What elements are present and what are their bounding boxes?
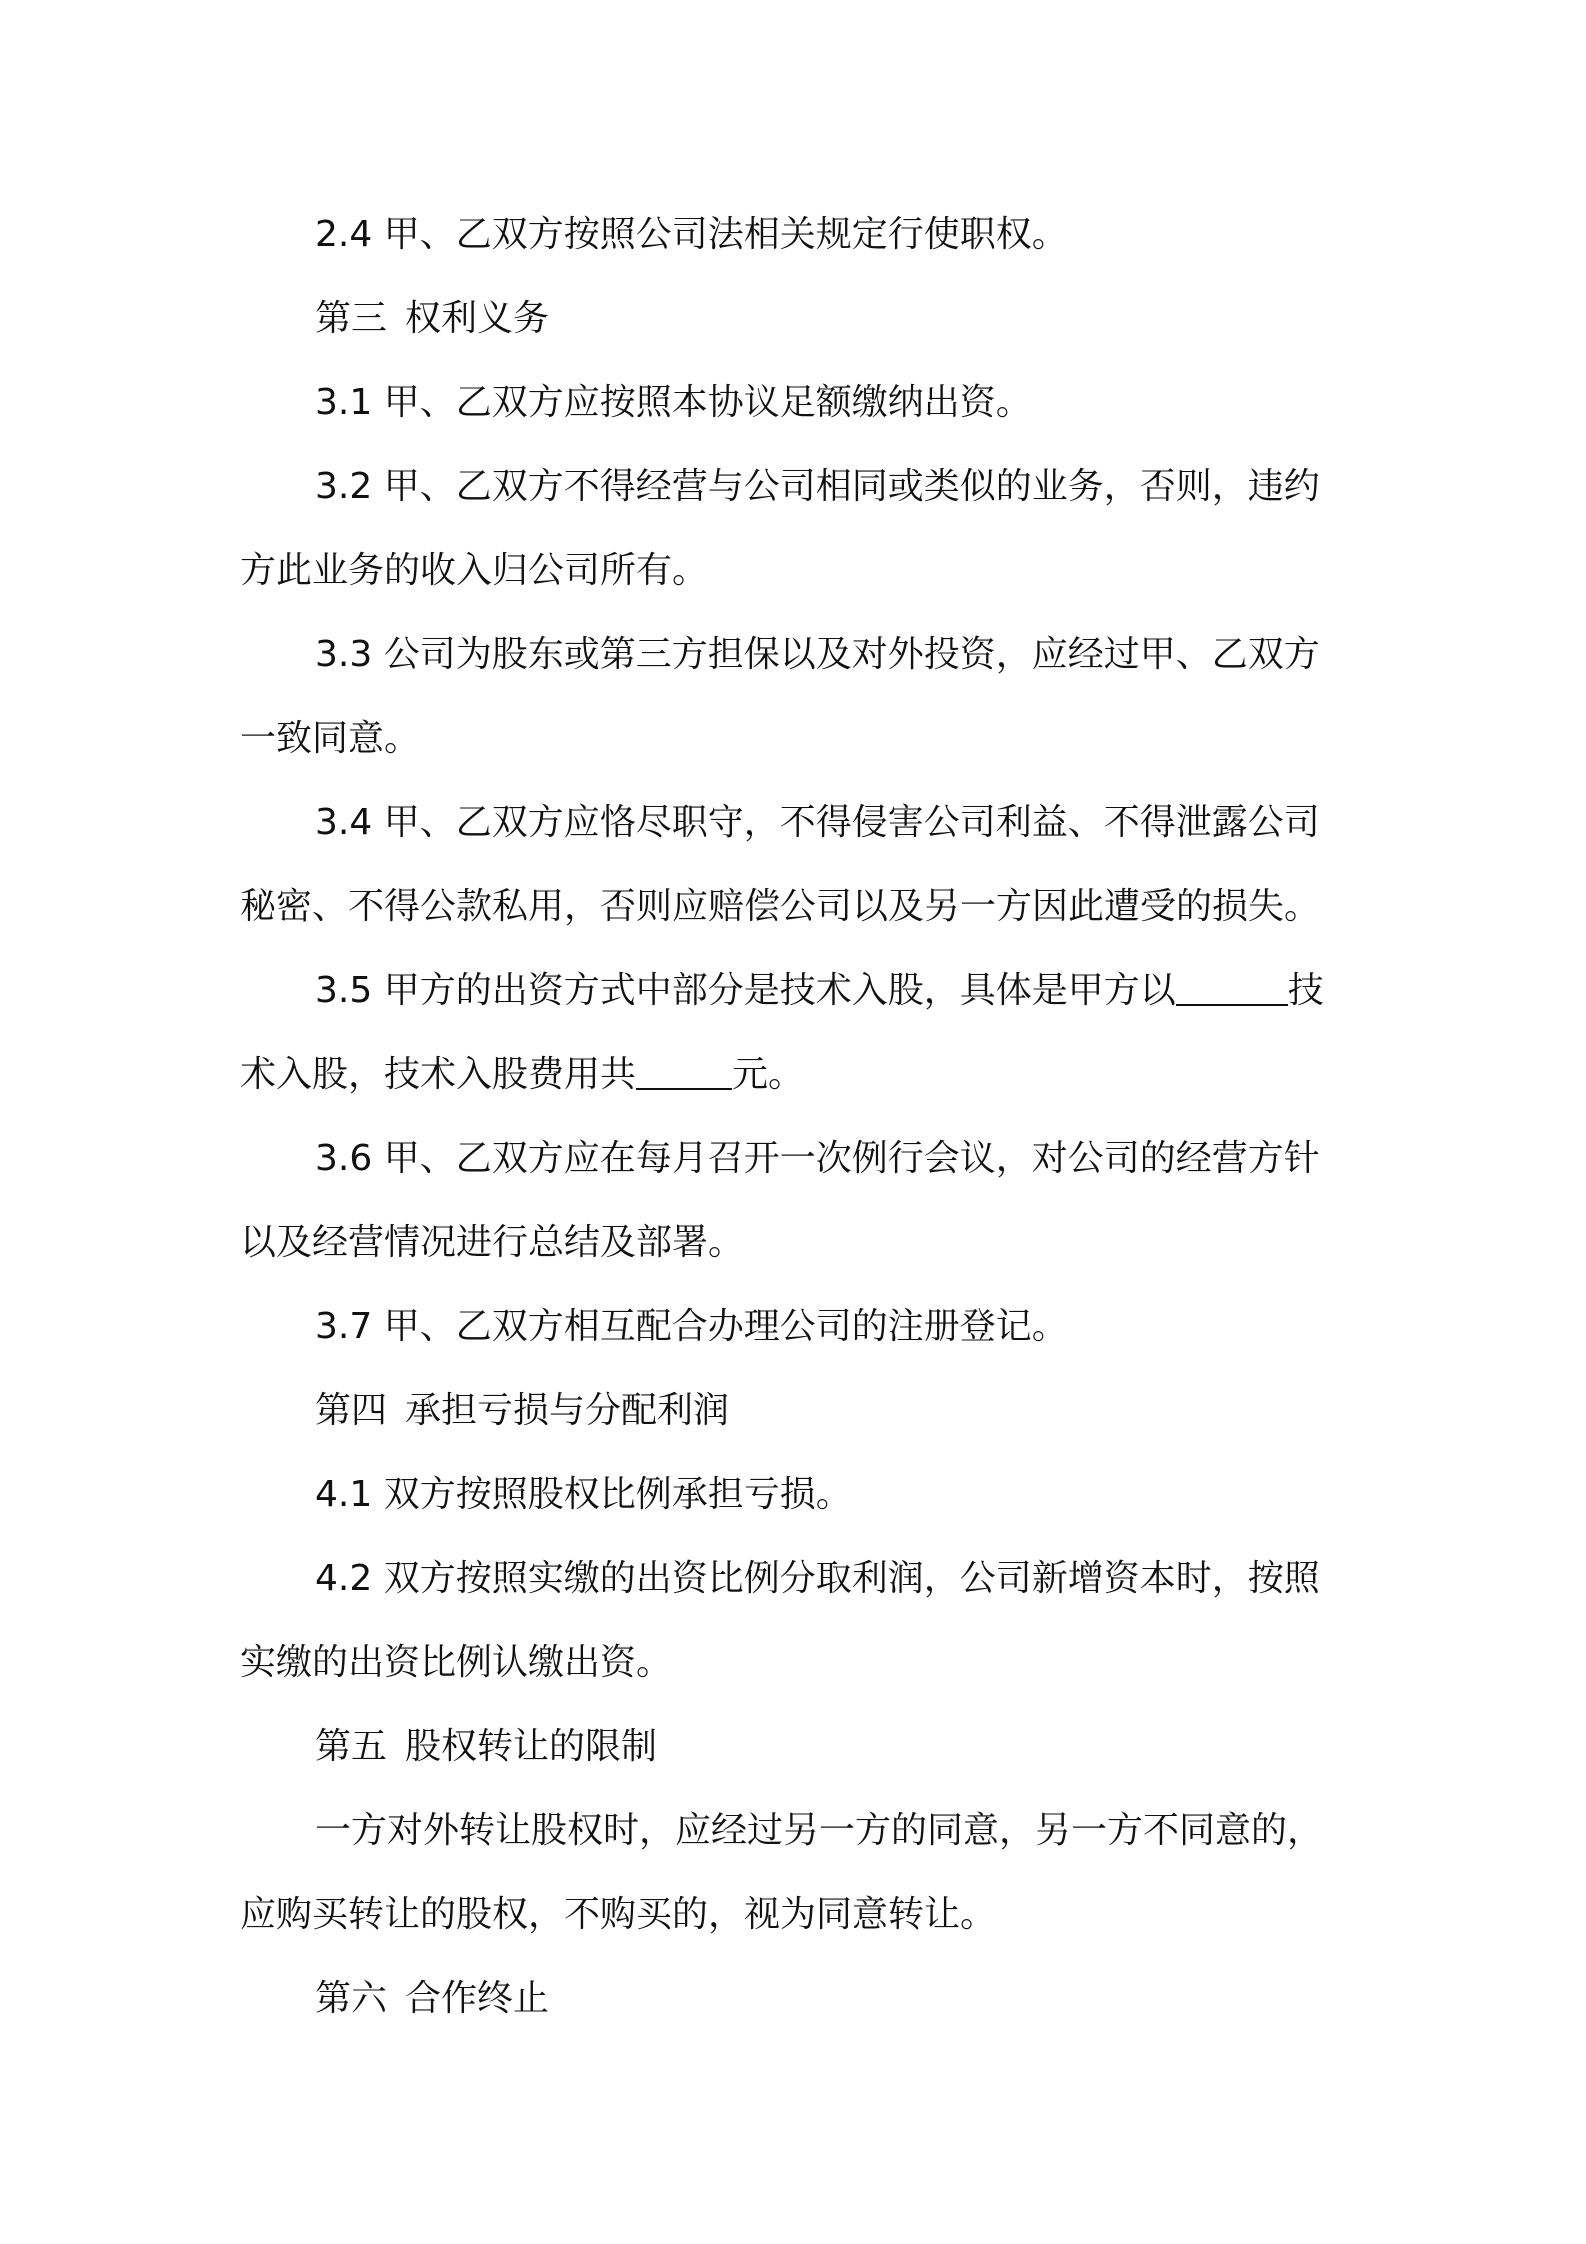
document-body <box>240 193 1360 2041</box>
clause-3-3-line-2: 一致同意。 <box>240 718 421 759</box>
clause-3-5-text-c: 术入股，技术入股费用共 <box>240 1054 637 1095</box>
section-3-title: 权利义务 <box>405 298 550 339</box>
section-4-number: 第四 <box>315 1390 388 1431</box>
clause-3-4-line-1: 3.4 甲、乙双方应恪尽职守，不得侵害公司利益、不得泄露公司 <box>315 802 1320 843</box>
clause-3-4-line-2: 秘密、不得公款私用，否则应赔偿公司以及另一方因此遭受的损失。 <box>240 886 1321 927</box>
clause-4-1: 4.1 双方按照股权比例承担亏损。 <box>315 1474 852 1515</box>
clause-3-5-text-b: 技 <box>1287 970 1324 1011</box>
section-4-title: 承担亏损与分配利润 <box>405 1390 730 1431</box>
section-5-heading <box>240 1705 1360 1789</box>
clause-3-7: 3.7 甲、乙双方相互配合办理公司的注册登记。 <box>315 1306 1068 1347</box>
clause-3-6-line-2: 以及经营情况进行总结及部署。 <box>240 1222 745 1263</box>
section-6-title: 合作终止 <box>405 1978 550 2019</box>
clause-3-2-line-2: 方此业务的收入归公司所有。 <box>240 550 709 591</box>
clause-3-5-text-d: 元。 <box>732 1054 805 1095</box>
clause-3-6-line-1: 3.6 甲、乙双方应在每月召开一次例行会议，对公司的经营方针 <box>315 1138 1320 1179</box>
clause-3-5-line-2 <box>240 1033 1360 1117</box>
section-3-heading <box>240 277 1360 361</box>
section-6-number: 第六 <box>315 1978 388 2019</box>
section-4-heading <box>240 1369 1360 1453</box>
clause-2-4: 2.4 甲、乙双方按照公司法相关规定行使职权。 <box>315 214 1068 255</box>
clause-4-2-line-2: 实缴的出资比例认缴出资。 <box>240 1642 673 1683</box>
clause-3-5-line-1 <box>240 949 1360 1033</box>
section-5-number: 第五 <box>315 1726 388 1767</box>
section-5-title: 股权转让的限制 <box>405 1726 658 1767</box>
tech-share-blank <box>1176 964 1288 1006</box>
tech-fee-blank <box>636 1048 732 1090</box>
clause-4-2-line-1: 4.2 双方按照实缴的出资比例分取利润，公司新增资本时，按照 <box>315 1558 1320 1599</box>
clause-3-3-line-1: 3.3 公司为股东或第三方担保以及对外投资，应经过甲、乙双方 <box>315 634 1320 675</box>
clause-3-1: 3.1 甲、乙双方应按照本协议足额缴纳出资。 <box>315 382 1032 423</box>
section-6-heading <box>240 1957 1360 2041</box>
clause-3-2-line-1: 3.2 甲、乙双方不得经营与公司相同或类似的业务，否则，违约 <box>315 466 1320 507</box>
section-5-para-line-2: 应购买转让的股权，不购买的，视为同意转让。 <box>240 1894 997 1935</box>
section-5-para-line-1: 一方对外转让股权时，应经过另一方的同意，另一方不同意的， <box>315 1810 1324 1851</box>
clause-3-5-text-a: 3.5 甲方的出资方式中部分是技术入股，具体是甲方以 <box>315 970 1176 1011</box>
section-3-number: 第三 <box>315 298 388 339</box>
